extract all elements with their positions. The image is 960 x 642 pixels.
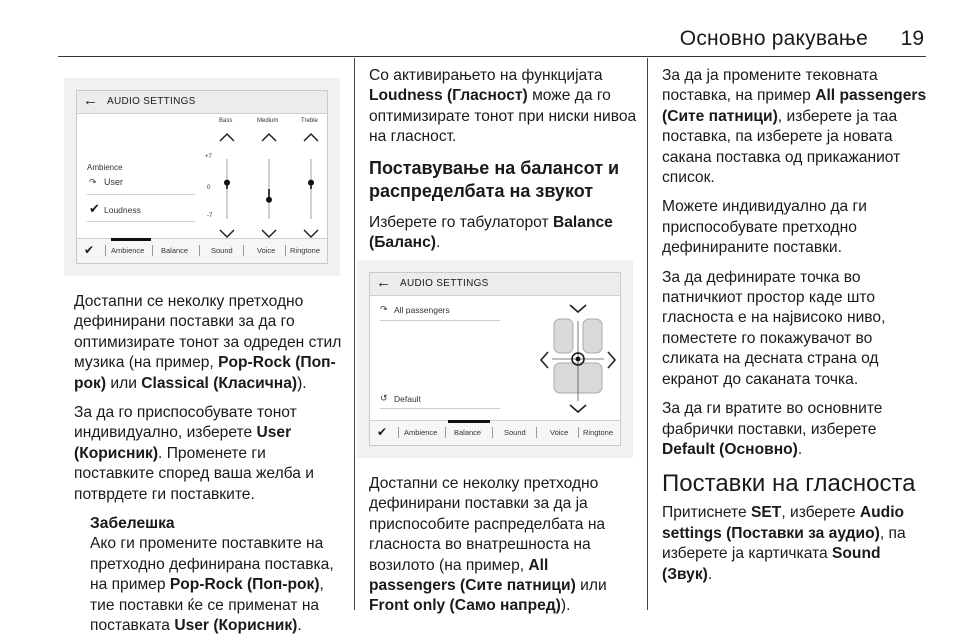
text-run: За да ја промените тековната поставка, на пример bbox=[662, 67, 878, 105]
band-label-bass: Bass bbox=[219, 118, 233, 124]
bold-term: User (Корисник) bbox=[174, 617, 298, 635]
tab-separator bbox=[492, 427, 493, 438]
seat-front-right bbox=[583, 319, 602, 353]
scale-label-top: +7 bbox=[205, 154, 212, 160]
bold-term: All passengers (Сите патници) bbox=[662, 87, 927, 125]
page-header bbox=[0, 0, 960, 58]
text-run: За да го приспособувате тонот индивидуално, изберете bbox=[74, 404, 297, 442]
ambience-label: Ambience bbox=[87, 163, 123, 172]
bold-term: User (Корисник) bbox=[74, 424, 292, 462]
screen-display bbox=[369, 272, 621, 446]
text-run: или bbox=[575, 577, 607, 595]
bold-term: Audio settings (Поставки за аудио) bbox=[662, 504, 905, 542]
tab-balance[interactable]: Balance bbox=[454, 428, 482, 437]
reset-icon[interactable]: ↺ bbox=[380, 393, 388, 403]
text-run: , изберете ја таа поставка, па изберете ја новата сакана поставка од прикажаниот список. bbox=[662, 107, 901, 187]
tab-separator bbox=[398, 427, 399, 438]
text-run: Можете индивидуално да ги приспособувате претходно дефинираните поставки. bbox=[662, 198, 867, 257]
loudness-label[interactable]: Loudness bbox=[104, 205, 141, 215]
paragraph bbox=[662, 399, 930, 460]
bold-term: Default (Основно) bbox=[662, 440, 798, 458]
chevron-right-icon bbox=[608, 352, 615, 368]
note-block bbox=[74, 514, 348, 636]
screen-display bbox=[76, 90, 328, 264]
eq-knob-medium bbox=[266, 197, 272, 203]
audio-settings-screenshot-2 bbox=[357, 260, 633, 458]
confirm-check-icon[interactable]: ✔ bbox=[377, 425, 388, 439]
tab-ringtone[interactable]: Ringtone bbox=[583, 428, 614, 437]
ambience-selector-icon[interactable]: ↷ bbox=[89, 177, 97, 187]
text-run: ). bbox=[560, 597, 571, 615]
text-run: Со активирањето на функцијата bbox=[369, 67, 603, 84]
section-heading: Поставување на балансот и распределбата на звукот bbox=[369, 157, 620, 201]
text-run: Ако ги промените поставките на претходно дефинирана поставка, на пример bbox=[90, 535, 334, 594]
paragraph bbox=[662, 66, 930, 188]
column-1 bbox=[74, 292, 348, 637]
screen-title-bar bbox=[370, 273, 620, 296]
screen-title: AUDIO SETTINGS bbox=[400, 278, 489, 289]
screen-title: AUDIO SETTINGS bbox=[107, 96, 196, 107]
divider bbox=[87, 194, 195, 195]
bold-term: Balance (Баланс) bbox=[369, 213, 613, 252]
tab-bar bbox=[77, 238, 327, 263]
chevron-down-icon bbox=[570, 405, 586, 412]
text-run: Достапни се неколку претходно дефинирани поставки за да го оптимизирате тонот за одреден стил музика (на пример, bbox=[74, 293, 342, 372]
band-label-treble: Treble bbox=[301, 118, 318, 124]
tab-separator bbox=[285, 245, 286, 256]
text-run: може да го оптимизирате тонот при ниски нивоа на гласност. bbox=[369, 87, 637, 146]
tab-separator bbox=[243, 245, 244, 256]
paragraph bbox=[662, 503, 930, 585]
tab-voice[interactable]: Voice bbox=[257, 246, 276, 255]
text-run: Достапни се неколку претходно дефинирани поставки за да ја приспособите распределбата на гласноста во внатрешноста на возилото (на пример, bbox=[369, 475, 606, 574]
divider bbox=[87, 221, 195, 222]
bold-term: Sound (Звук) bbox=[662, 545, 881, 583]
tab-balance[interactable]: Balance bbox=[161, 246, 189, 255]
bold-term: Classical (Класична) bbox=[141, 374, 298, 392]
paragraph bbox=[369, 213, 637, 254]
column-3 bbox=[662, 66, 930, 594]
column-2 bbox=[369, 66, 637, 262]
text-run: или bbox=[106, 374, 142, 392]
tab-bar bbox=[370, 420, 620, 445]
text-run: Притиснете bbox=[662, 504, 751, 522]
bold-term: All passengers (Сите патници) bbox=[369, 556, 576, 595]
chevron-left-icon bbox=[541, 352, 548, 368]
tab-ringtone[interactable]: Ringtone bbox=[290, 246, 321, 255]
text-run: , па изберете ја картичката bbox=[662, 524, 906, 563]
text-run: За да ги вратите во основните фабрички поставки, изберете bbox=[662, 400, 883, 438]
eq-knob-treble bbox=[308, 180, 314, 186]
audio-settings-screenshot-1 bbox=[64, 78, 340, 276]
tab-separator bbox=[445, 427, 446, 438]
active-tab-indicator bbox=[111, 238, 151, 241]
text-run: . bbox=[435, 234, 441, 252]
chevron-up-icon bbox=[570, 305, 586, 312]
tab-separator bbox=[199, 245, 200, 256]
text-run: , изберете bbox=[781, 504, 860, 522]
paragraph bbox=[74, 292, 348, 394]
text-run: , тие поставки ќе се применат на поставката bbox=[90, 576, 324, 635]
text-run: Изберете го табулаторот bbox=[369, 213, 553, 231]
tab-ambience[interactable]: Ambience bbox=[404, 428, 438, 437]
page-number: 19 bbox=[900, 27, 924, 50]
header-rule bbox=[58, 56, 926, 57]
ambience-value[interactable]: User bbox=[104, 177, 124, 187]
band-label-medium: Medium bbox=[257, 118, 279, 124]
scale-label-mid: 0 bbox=[207, 185, 211, 191]
preset-value[interactable]: All passengers bbox=[394, 305, 450, 315]
divider bbox=[380, 320, 500, 321]
bold-term: SET bbox=[750, 504, 782, 522]
tab-ambience[interactable]: Ambience bbox=[111, 246, 145, 255]
chevron-up-icon bbox=[220, 134, 234, 141]
chevron-down-icon bbox=[220, 230, 234, 237]
scale-label-bottom: -7 bbox=[207, 213, 213, 219]
paragraph bbox=[662, 197, 930, 258]
back-arrow-icon[interactable]: ← bbox=[83, 92, 98, 109]
paragraph bbox=[662, 268, 930, 390]
column-divider bbox=[354, 58, 355, 610]
car-seats-balance-graphic[interactable] bbox=[530, 297, 620, 421]
page-title: Основно ракување bbox=[679, 27, 868, 50]
paragraph bbox=[369, 474, 637, 617]
column-divider bbox=[647, 58, 648, 610]
bold-term: Pop-Rock (Поп-рок) bbox=[74, 354, 336, 392]
tab-separator bbox=[536, 427, 537, 438]
section-heading: Поставки на гласноста bbox=[662, 470, 916, 498]
tab-separator bbox=[152, 245, 153, 256]
bold-term: Pop-Rock (Поп-рок) bbox=[169, 576, 320, 594]
note-text bbox=[90, 535, 334, 634]
preset-selector-icon[interactable]: ↷ bbox=[380, 304, 388, 314]
checkmark-icon[interactable]: ✔ bbox=[89, 201, 100, 216]
text-run: . bbox=[707, 565, 713, 583]
eq-knob-bass bbox=[224, 180, 230, 186]
paragraph bbox=[369, 66, 637, 148]
back-arrow-icon[interactable]: ← bbox=[376, 274, 391, 291]
text-run: . bbox=[297, 617, 302, 635]
note-title: Забелешка bbox=[90, 515, 175, 533]
column-2-lower bbox=[369, 474, 637, 626]
bold-term: Front only (Само напред) bbox=[369, 597, 561, 615]
seat-front-left bbox=[554, 319, 573, 353]
chevron-up-icon bbox=[304, 134, 318, 141]
text-run: ). bbox=[297, 374, 307, 392]
text-run: За да дефинирате точка во патничкиот простор каде што гласноста е на највисоко ниво, поместете го покажувачот во сликата на десната страна од екранот до саканата точка. bbox=[662, 268, 886, 388]
chevron-up-icon bbox=[262, 134, 276, 141]
active-tab-indicator bbox=[448, 420, 490, 423]
default-button[interactable]: Default bbox=[394, 394, 421, 404]
chevron-down-icon bbox=[262, 230, 276, 237]
paragraph bbox=[74, 403, 348, 505]
confirm-check-icon[interactable]: ✔ bbox=[84, 243, 95, 257]
bold-term: Loudness (Гласност) bbox=[369, 87, 528, 105]
tab-separator bbox=[105, 245, 106, 256]
text-run: . bbox=[797, 440, 803, 458]
tab-separator bbox=[578, 427, 579, 438]
tab-sound[interactable]: Sound bbox=[211, 246, 233, 255]
tab-voice[interactable]: Voice bbox=[550, 428, 569, 437]
text-run: . Променете ги поставките според ваша желба и потврдете ги поставките. bbox=[74, 444, 314, 503]
chevron-down-icon bbox=[304, 230, 318, 237]
divider bbox=[380, 408, 500, 409]
tab-sound[interactable]: Sound bbox=[504, 428, 526, 437]
